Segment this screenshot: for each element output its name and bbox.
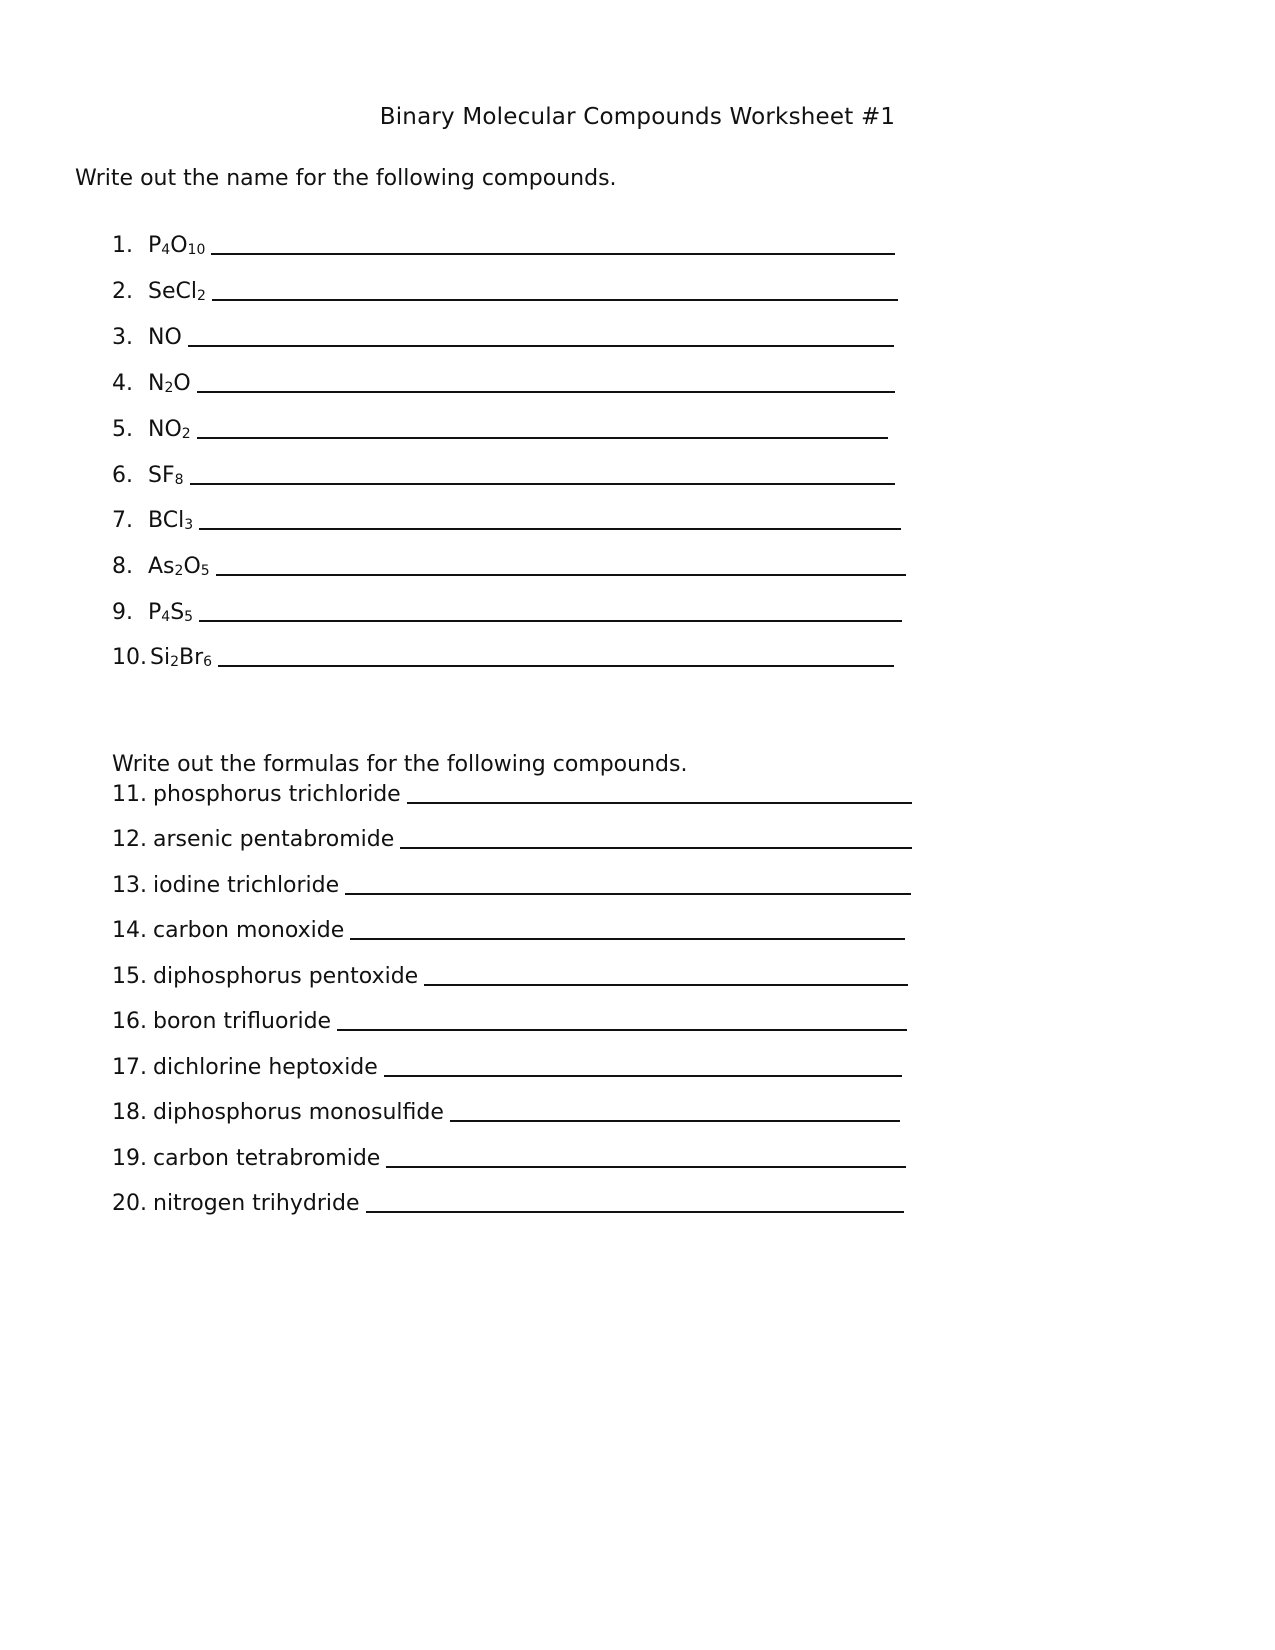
question-row <box>112 773 912 807</box>
question-row <box>112 955 908 989</box>
question-number: 1. <box>112 233 133 258</box>
answer-line[interactable] <box>211 227 895 255</box>
question-row <box>112 270 898 304</box>
question-number: 16. <box>112 1009 147 1034</box>
answer-line[interactable] <box>384 1049 902 1077</box>
answer-line[interactable] <box>366 1185 904 1213</box>
question-number: 4. <box>112 371 133 396</box>
compound-formula: $P_4S_5$ <box>148 600 194 625</box>
compound-formula: $As_2O_5$ <box>148 554 210 579</box>
answer-line[interactable] <box>407 776 912 804</box>
compound-formula: $P_4O_{10}$ <box>148 233 206 258</box>
compound-formula: $N_2O$ <box>148 371 191 396</box>
answer-line[interactable] <box>450 1094 900 1122</box>
answer-line[interactable] <box>337 1003 907 1031</box>
answer-line[interactable] <box>188 319 894 347</box>
question-row <box>112 1091 900 1125</box>
compound-name: diphosphorus pentoxide <box>153 964 419 989</box>
compound-name: phosphorus trichloride <box>153 782 401 807</box>
question-row <box>112 1137 906 1171</box>
answer-line[interactable] <box>345 867 911 895</box>
question-number: 6. <box>112 463 133 488</box>
question-row <box>112 224 895 258</box>
question-number: 20. <box>112 1191 147 1216</box>
answer-line[interactable] <box>199 502 901 530</box>
answer-line[interactable] <box>212 273 898 301</box>
answer-line[interactable] <box>218 639 894 667</box>
answer-line[interactable] <box>424 958 908 986</box>
compound-formula: $SF_8$ <box>148 463 184 488</box>
question-number: 3. <box>112 325 133 350</box>
question-row <box>112 1046 902 1080</box>
compound-name: nitrogen trihydride <box>153 1191 360 1216</box>
question-row <box>112 818 912 852</box>
question-number: 17. <box>112 1055 147 1080</box>
compound-name: carbon tetrabromide <box>153 1146 381 1171</box>
compound-formula: NO <box>148 325 182 350</box>
answer-line[interactable] <box>216 548 906 576</box>
question-row <box>112 408 888 442</box>
compound-name: carbon monoxide <box>153 918 345 943</box>
question-number: 9. <box>112 600 133 625</box>
answer-line[interactable] <box>199 594 902 622</box>
question-number: 5. <box>112 417 133 442</box>
answer-line[interactable] <box>197 365 895 393</box>
answer-line[interactable] <box>197 411 888 439</box>
question-row <box>112 591 902 625</box>
question-row <box>112 636 894 670</box>
question-row <box>112 1182 904 1216</box>
worksheet-title: Binary Molecular Compounds Worksheet #1 <box>379 104 896 130</box>
compound-formula: $NO_2$ <box>148 417 191 442</box>
section2-instruction: Write out the formulas for the following compounds. <box>112 752 688 777</box>
question-number: 15. <box>112 964 147 989</box>
answer-line[interactable] <box>400 821 912 849</box>
compound-name: iodine trichloride <box>153 873 340 898</box>
question-row <box>112 316 894 350</box>
question-row <box>112 864 911 898</box>
question-number: 11. <box>112 782 147 807</box>
question-row <box>112 1000 907 1034</box>
compound-formula: $Si_2Br_6$ <box>150 645 213 670</box>
compound-formula: BCl$_3$ <box>148 508 194 533</box>
answer-line[interactable] <box>190 457 895 485</box>
question-number: 12. <box>112 827 147 852</box>
question-number: 10. <box>112 645 147 670</box>
compound-name: dichlorine heptoxide <box>153 1055 378 1080</box>
question-number: 2. <box>112 279 133 304</box>
question-row <box>112 545 906 579</box>
question-row <box>112 362 895 396</box>
compound-name: arsenic pentabromide <box>153 827 395 852</box>
answer-line[interactable] <box>386 1140 906 1168</box>
question-number: 19. <box>112 1146 147 1171</box>
question-row <box>112 454 895 488</box>
question-row <box>112 499 901 533</box>
question-number: 14. <box>112 918 147 943</box>
answer-line[interactable] <box>350 912 905 940</box>
section1-instruction: Write out the name for the following compounds. <box>75 166 617 191</box>
question-number: 13. <box>112 873 147 898</box>
question-number: 18. <box>112 1100 147 1125</box>
compound-name: diphosphorus monosulfide <box>153 1100 444 1125</box>
question-number: 7. <box>112 508 133 533</box>
compound-formula: SeCl$_2$ <box>148 279 206 304</box>
question-row <box>112 909 905 943</box>
question-number: 8. <box>112 554 133 579</box>
compound-name: boron trifluoride <box>153 1009 332 1034</box>
